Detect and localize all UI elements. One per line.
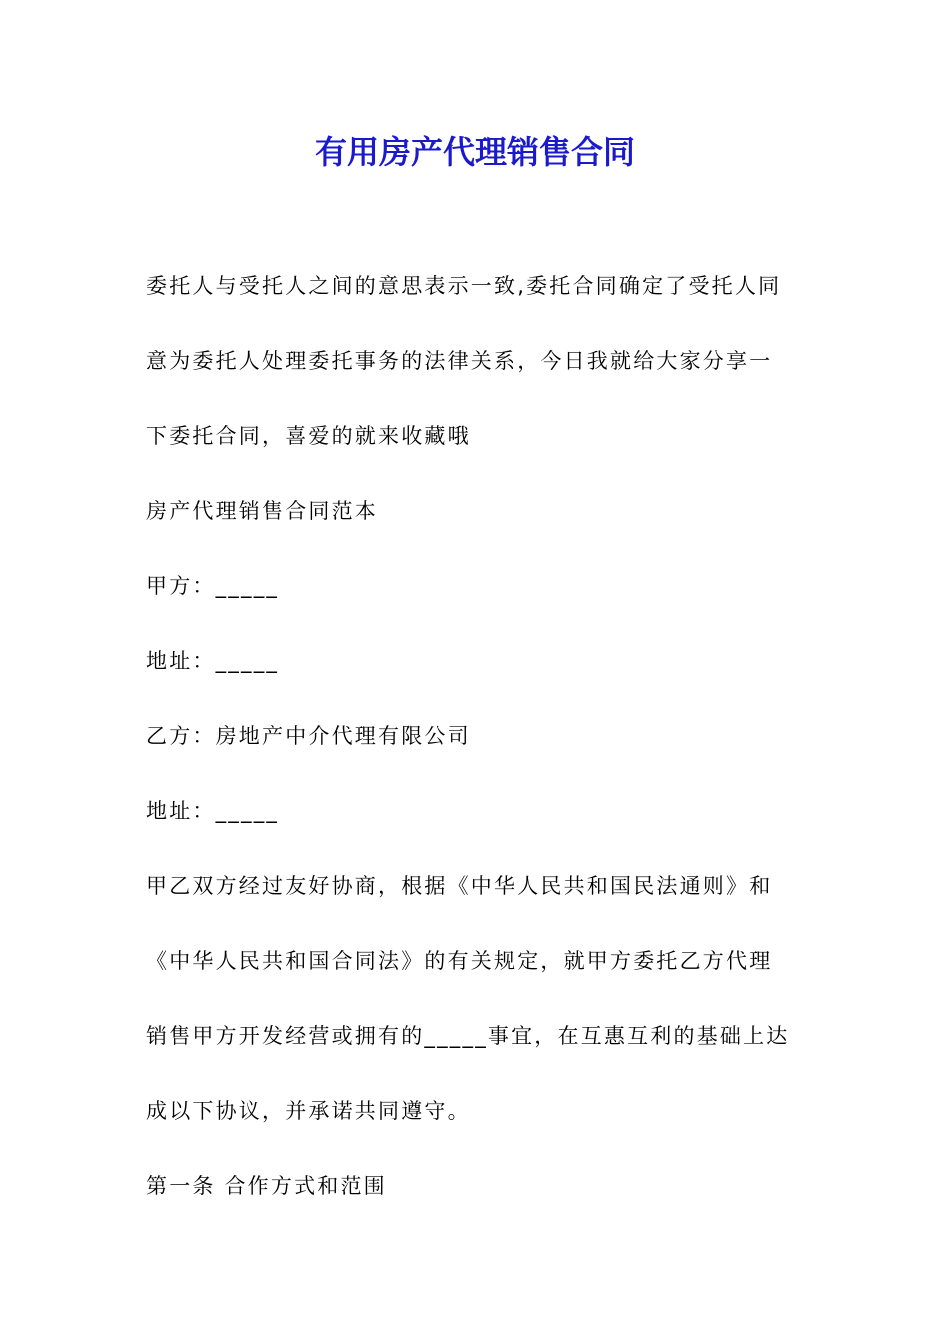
- intro-line-3: 下委托合同，喜爱的就来收藏哦: [146, 424, 471, 448]
- party-b-field: 乙方：房地产中介代理有限公司: [146, 724, 471, 748]
- page-title: 有用房产代理销售合同: [314, 133, 635, 171]
- party-b-address-field: 地址：_____: [146, 799, 280, 823]
- agreement-line-3: 销售甲方开发经营或拥有的_____事宜，在互惠互利的基础上达: [146, 1024, 790, 1048]
- party-a-field: 甲方：_____: [146, 574, 280, 598]
- agreement-line-1: 甲乙双方经过友好协商，根据《中华人民共和国民法通则》和: [146, 874, 773, 898]
- article-1-heading: 第一条 合作方式和范围: [146, 1174, 387, 1198]
- template-heading: 房产代理销售合同范本: [146, 499, 378, 523]
- agreement-line-4: 成以下协议，并承诺共同遵守。: [146, 1099, 471, 1123]
- intro-line-1: 委托人与受托人之间的意思表示一致,委托合同确定了受托人同: [146, 274, 782, 298]
- document-body: [146, 262, 808, 1237]
- intro-line-2: 意为委托人处理委托事务的法律关系，今日我就给大家分享一: [146, 349, 773, 373]
- party-a-address-field: 地址：_____: [146, 649, 280, 673]
- agreement-line-2: 《中华人民共和国合同法》的有关规定，就甲方委托乙方代理: [146, 949, 773, 973]
